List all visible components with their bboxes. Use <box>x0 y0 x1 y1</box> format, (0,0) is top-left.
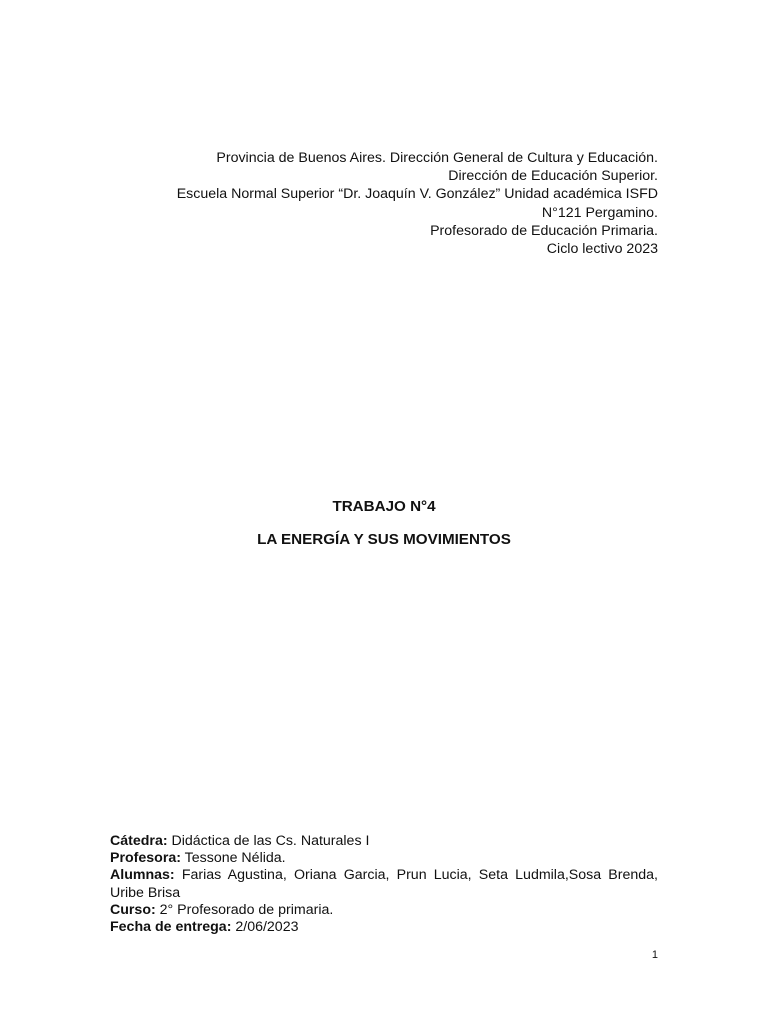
header-line-direction: Dirección de Educación Superior. <box>448 168 658 185</box>
assignment-info <box>110 833 658 936</box>
info-row-alumnas <box>110 867 658 901</box>
assignment-topic-title: LA ENERGÍA Y SUS MOVIMIENTOS <box>257 531 511 548</box>
header-line-isfd-number: N°121 Pergamino. <box>541 204 658 221</box>
fecha-label: Fecha de entrega: <box>110 919 232 936</box>
fecha-value: 2/06/2023 <box>231 919 299 936</box>
info-row-curso <box>110 902 658 919</box>
page-number: 1 <box>651 949 658 961</box>
catedra-value: Didáctica de las Cs. Naturales I <box>167 833 370 849</box>
profesora-value: Tessone Nélida. <box>180 850 286 867</box>
info-row-fecha <box>110 919 658 936</box>
info-row-catedra <box>110 833 658 850</box>
assignment-number-title: TRABAJO N°4 <box>332 498 436 515</box>
info-row-profesora <box>110 850 658 867</box>
catedra-label: Cátedra: <box>110 833 168 849</box>
header-line-program: Profesorado de Educación Primaria. <box>430 222 658 239</box>
curso-value: 2° Profesorado de primaria. <box>155 901 334 918</box>
header-line-school-year: Ciclo lectivo 2023 <box>546 241 658 258</box>
curso-label: Curso: <box>110 901 156 918</box>
header-line-school: Escuela Normal Superior “Dr. Joaquín V. González” Unidad académica ISFD <box>176 186 658 203</box>
institution-header <box>100 149 658 258</box>
header-line-province: Provincia de Buenos Aires. Dirección General de Cultura y Educación. <box>216 150 658 166</box>
alumnas-value: Farias Agustina, Oriana Garcia, Prun Lucia, Seta Ludmila,Sosa Brenda, Uribe Brisa <box>110 867 658 901</box>
alumnas-label: Alumnas: <box>110 867 175 884</box>
profesora-label: Profesora: <box>110 850 181 867</box>
